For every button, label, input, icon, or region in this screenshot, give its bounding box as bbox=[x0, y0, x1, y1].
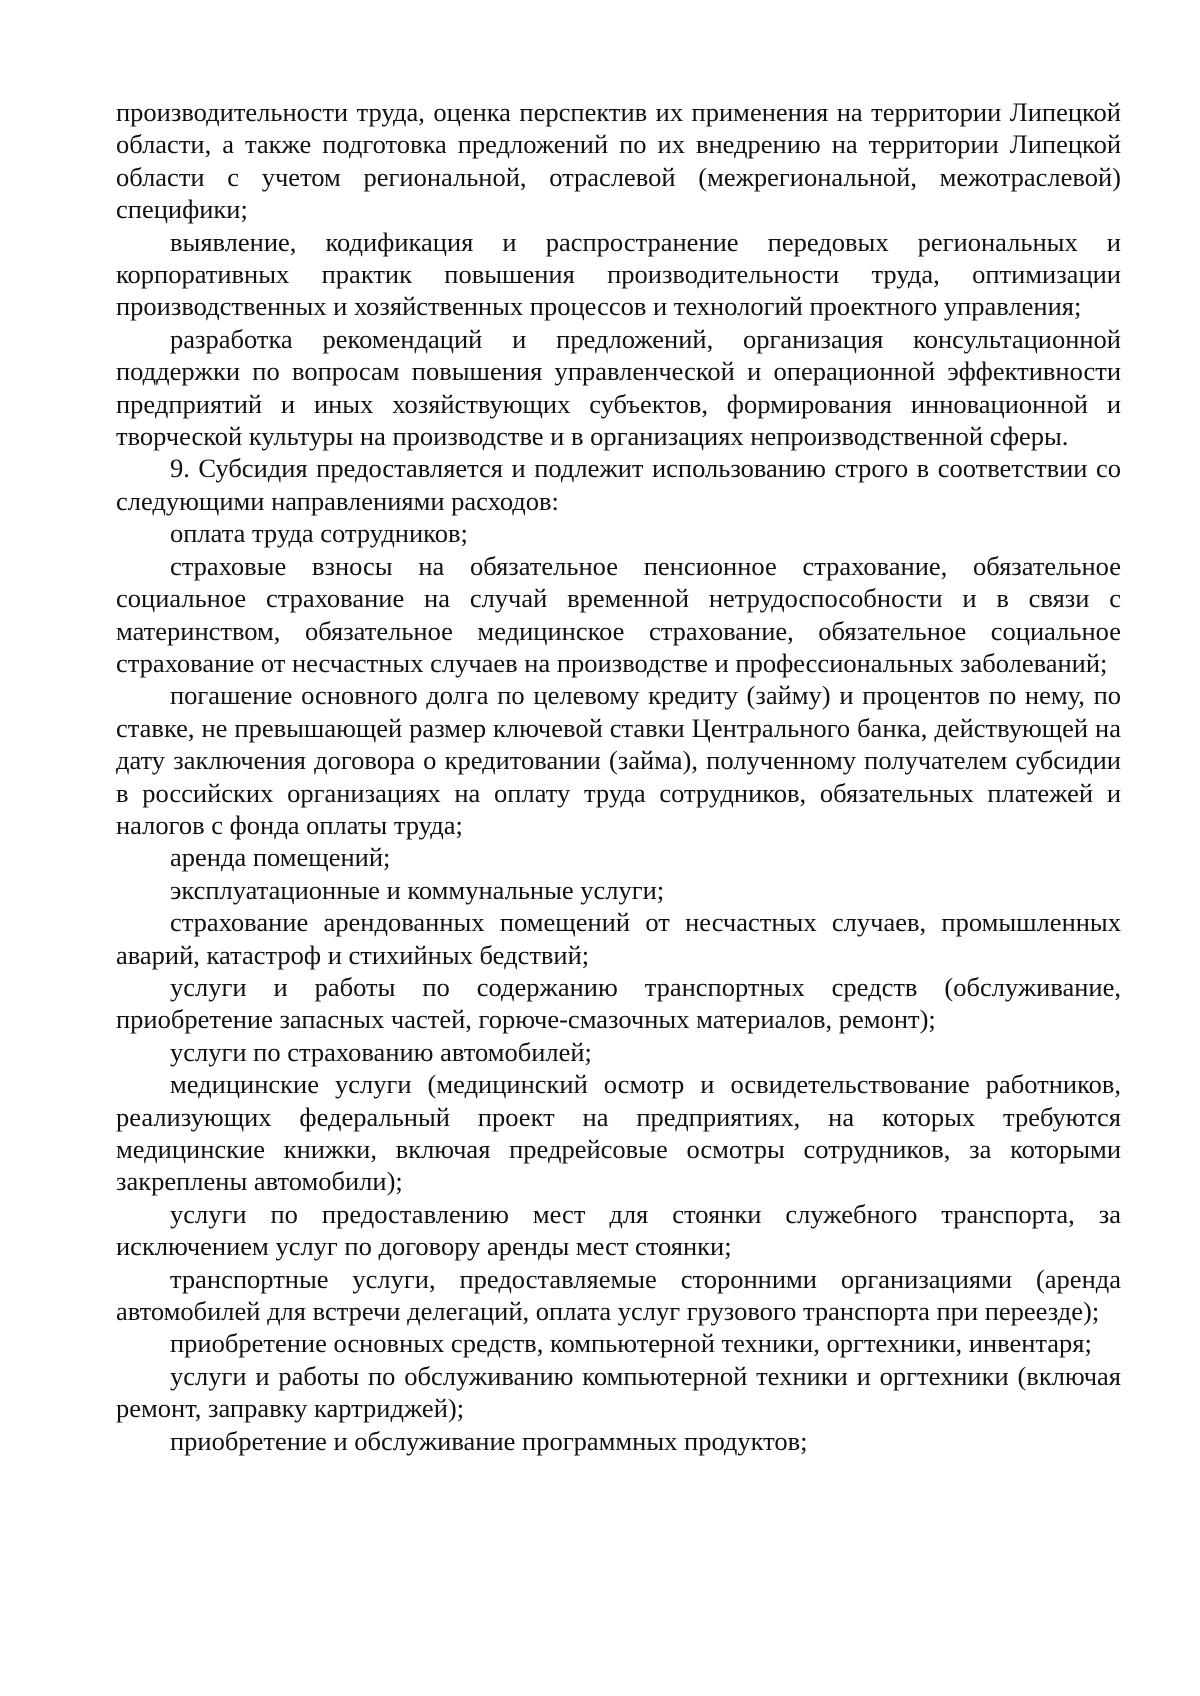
paragraph-clause-9: 9. Субсидия предоставляется и подлежит использованию строго в соответствии со следующими направлениями расходов: bbox=[116, 453, 1121, 516]
list-item-premises-insurance: страхование арендованных помещений от несчастных случаев, промышленных аварий, катастроф и стихийных бедствий; bbox=[116, 907, 1121, 970]
list-item-fixed-assets: приобретение основных средств, компьютерной техники, оргтехники, инвентаря; bbox=[170, 1328, 1092, 1359]
list-item-medical-services: медицинские услуги (медицинский осмотр и освидетельствование работников, реализующих федеральный проект на предприятиях, на которых требуются медицинские книжки, включая предрейсовые осмотры сотрудников, за которыми закреплены автомобили); bbox=[116, 1069, 1121, 1197]
list-item-rent: аренда помещений; bbox=[170, 842, 391, 873]
list-item-computer-maintenance: услуги и работы по обслуживанию компьютерной техники и оргтехники (включая ремонт, заправку картриджей); bbox=[116, 1360, 1121, 1424]
paragraph-continuation: производительности труда, оценка перспектив их применения на территории Липецкой области, а также подготовка предложений по их внедрению на территории Липецкой области с учетом региональной, отраслевой (межрегиональной, межотраслевой) специфики; bbox=[116, 97, 1121, 225]
list-item-vehicle-maintenance: услуги и работы по содержанию транспортных средств (обслуживание, приобретение запасных частей, горюче-смазочных материалов, ремонт); bbox=[116, 971, 1121, 1035]
list-item-car-insurance: услуги по страхованию автомобилей; bbox=[170, 1036, 592, 1067]
document-page bbox=[116, 96, 1121, 1457]
list-item-loan-repayment: погашение основного долга по целевому кредиту (займу) и процентов по нему, по ставке, не превышающей размер ключевой ставки Центрального банка, действующей на дату заключения договора о кредитовании (займа), полученному получателем субсидии в российских организациях на оплату труда сотрудников, обязательных платежей и налогов с фонда оплаты труда; bbox=[116, 680, 1121, 840]
paragraph-recommendations: разработка рекомендаций и предложений, организация консультационной поддержки по вопросам повышения управленческой и операционной эффективности предприятий и иных хозяйствующих субъектов, формирования инновационной и творческой культуры на производстве и в организациях непроизводственной сферы. bbox=[116, 323, 1121, 452]
list-item-parking: услуги по предоставлению мест для стоянки служебного транспорта, за исключением услуг по договору аренды мест стоянки; bbox=[116, 1198, 1121, 1262]
list-item-insurance-contributions: страховые взносы на обязательное пенсионное страхование, обязательное социальное страхование на случай временной нетрудоспособности и в связи с материнством, обязательное медицинское страхование, обязательное социальное страхование от несчастных случаев на производстве и профессиональных заболеваний; bbox=[116, 550, 1121, 678]
list-item-utilities: эксплуатационные и коммунальные услуги; bbox=[170, 874, 665, 905]
list-item-software: приобретение и обслуживание программных продуктов; bbox=[170, 1425, 808, 1456]
list-item-transport-services: транспортные услуги, предоставляемые сторонними организациями (аренда автомобилей для встречи делегаций, оплата услуг грузового транспорта при переезде); bbox=[116, 1263, 1121, 1327]
list-item-salaries: оплата труда сотрудников; bbox=[170, 518, 468, 549]
paragraph-best-practices: выявление, кодификация и распространение передовых региональных и корпоративных практик повышения производительности труда, оптимизации производственных и хозяйственных процессов и технологий проектного управления; bbox=[116, 226, 1121, 322]
